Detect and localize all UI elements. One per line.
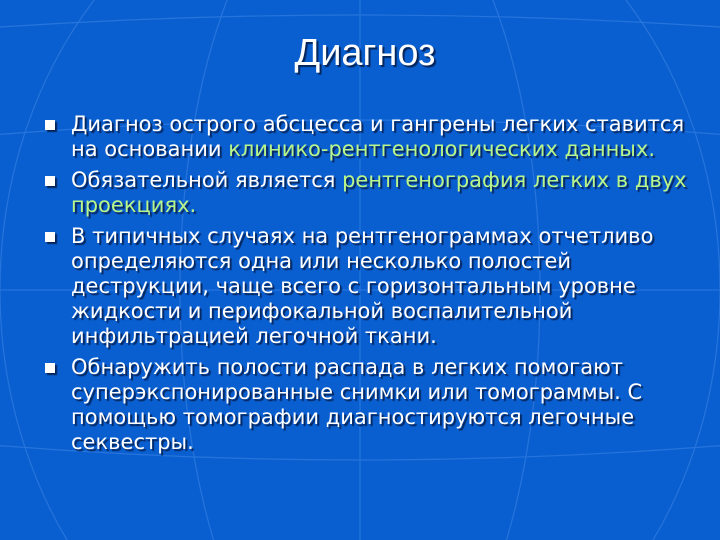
bullet-item: [45, 112, 695, 162]
bullet-text: Обязательной является: [71, 168, 343, 192]
bullet-item: [45, 168, 695, 218]
slide-title: Диагноз: [294, 32, 436, 74]
square-bullet-icon: [45, 363, 55, 373]
bullet-tail: .: [189, 193, 197, 217]
bullet-highlight: клинико-рентгенологических данных: [228, 137, 649, 161]
bullet-text: Диагноз острого абсцесса и гангрены легких ставится на основании: [71, 112, 685, 161]
bullet-item: [45, 224, 695, 349]
bullet-text: В типичных случаях на рентгенограммах отчетливо определяются одна или несколько полостей деструкции, чаще всего с горизонтальным уровне жидкости и перифокальной воспалительной инфильтрацией легочной ткани.: [71, 224, 654, 348]
bullet-text: Обнаружить полости распада в легких помогают суперэкспонированные снимки или томограммы. С помощью томографии диагностируются легочные секвестры.: [71, 355, 643, 454]
bullet-highlight: рентгенография легких в двух проекциях: [71, 168, 687, 217]
square-bullet-icon: [45, 120, 55, 130]
bullet-tail: .: [648, 137, 655, 161]
bullet-list: [45, 112, 695, 461]
bullet-item: [45, 355, 695, 455]
square-bullet-icon: [45, 176, 55, 186]
square-bullet-icon: [45, 232, 55, 242]
